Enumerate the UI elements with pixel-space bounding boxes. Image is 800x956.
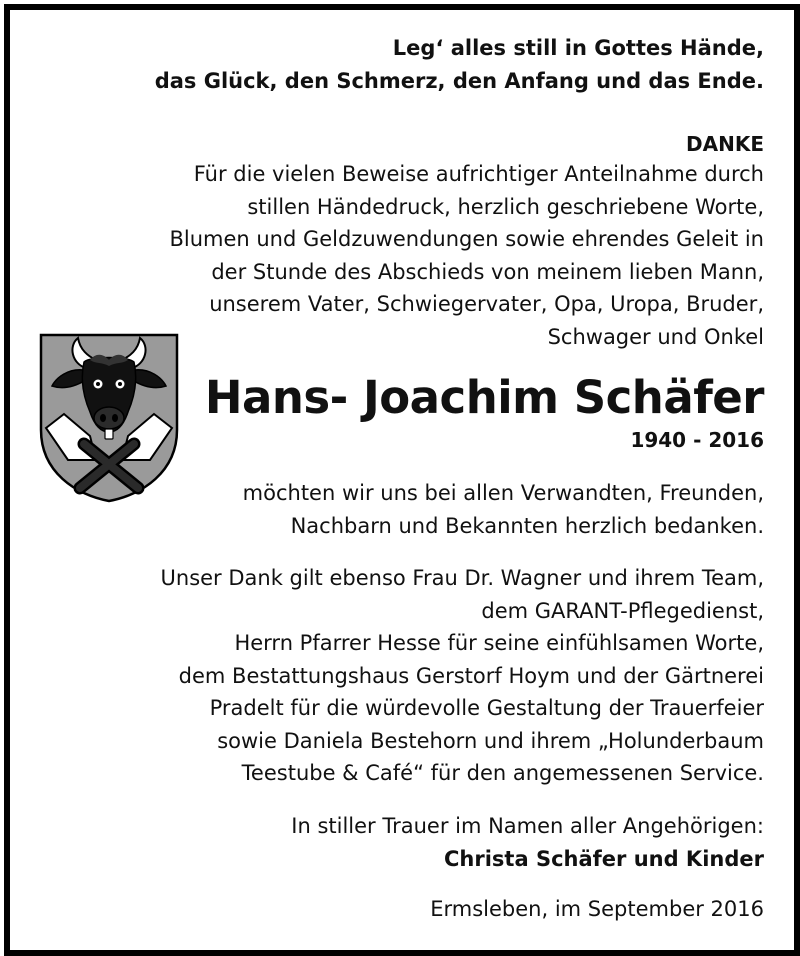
signoff <box>291 810 764 875</box>
coat-of-arms-bull-icon <box>38 332 180 504</box>
motto-line-2: das Glück, den Schmerz, den Anfang und das Ende. <box>154 68 764 93</box>
thanks-line-2: stillen Händedruck, herzlich geschriebene Worte, <box>247 194 764 219</box>
motto <box>155 32 764 97</box>
motto-line-1: Leg‘ alles still in Gottes Hände, <box>392 36 764 60</box>
thanks-line-1: Für die vielen Beweise aufrichtiger Anteilnahme durch <box>193 162 764 186</box>
dank-gilt-line-5: Pradelt für die würdevolle Gestaltung der Trauerfeier <box>209 696 764 720</box>
dank-gilt-line-4: dem Bestattungshaus Gerstorf Hoym und der Gärtnerei <box>178 663 764 688</box>
thanks-line-5: unserem Vater, Schwiegervater, Opa, Uropa, Bruder, <box>209 292 764 316</box>
signoff-line: In stiller Trauer im Namen aller Angehörigen: <box>291 814 764 838</box>
danke-heading: DANKE <box>686 132 764 156</box>
bedanken-line-1: möchten wir uns bei allen Verwandten, Freunden, <box>242 481 764 505</box>
thanks-paragraph <box>169 158 764 353</box>
bedanken-line-2: Nachbarn und Bekannten herzlich bedanken. <box>290 513 764 538</box>
deceased-name: Hans- Joachim Schäfer <box>204 371 764 424</box>
place-date: Ermsleben, im September 2016 <box>430 897 764 921</box>
dank-gilt-line-1: Unser Dank gilt ebenso Frau Dr. Wagner und ihrem Team, <box>160 566 764 590</box>
signers: Christa Schäfer und Kinder <box>444 846 764 871</box>
life-years: 1940 - 2016 <box>630 428 764 452</box>
dank-gilt-line-7: Teestube & Café“ für den angemessenen Service. <box>241 761 764 785</box>
dank-gilt-line-6: sowie Daniela Bestehorn und ihrem „Holunderbaum <box>217 728 764 753</box>
thanks-line-4: der Stunde des Abschieds von meinem lieben Mann, <box>211 259 764 284</box>
thanks-line-6: Schwager und Onkel <box>547 324 764 349</box>
dank-gilt-line-3: Herrn Pfarrer Hesse für seine einfühlsamen Worte, <box>234 631 764 655</box>
bedanken-paragraph <box>243 477 764 542</box>
thanks-line-3: Blumen und Geldzuwendungen sowie ehrendes Geleit in <box>169 227 764 251</box>
dank-gilt-line-2: dem GARANT-Pflegedienst, <box>481 598 764 623</box>
dank-gilt-paragraph <box>161 562 764 790</box>
